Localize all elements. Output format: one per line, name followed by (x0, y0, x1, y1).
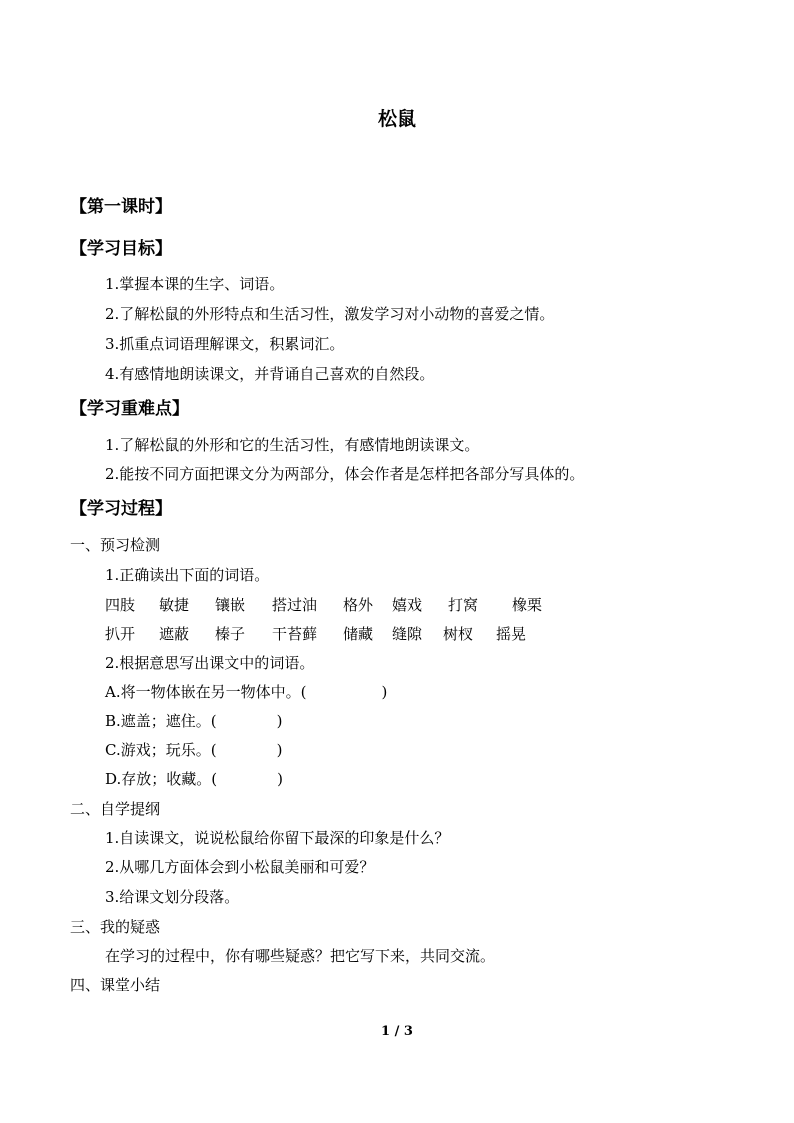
goals-heading: 【学习目标】 (70, 239, 172, 259)
word-item: 干苔藓 (272, 625, 318, 643)
word-item: 摇晃 (496, 625, 527, 643)
word-item: 打窝 (448, 596, 479, 614)
part2-heading: 二、自学提纲 (70, 800, 161, 818)
part1-heading: 一、预习检测 (70, 536, 161, 554)
key-item-1: 1.了解松鼠的外形和它的生活习性，有感情地朗读课文。 (105, 436, 480, 454)
part2-item-2: 2.从哪几方面体会到小松鼠美丽和可爱？ (105, 858, 375, 876)
word-item: 镶嵌 (215, 596, 246, 614)
page-number: 1 / 3 (381, 1024, 413, 1039)
part3-heading: 三、我的疑惑 (70, 918, 161, 936)
word-item: 搭过油 (272, 596, 318, 614)
page-title: 松鼠 (377, 108, 416, 130)
part1-question-2: 2.根据意思写出课文中的词语。 (105, 654, 315, 672)
key-heading: 【学习重难点】 (70, 399, 189, 419)
word-item: 四肢 (105, 596, 136, 614)
word-item: 遮蔽 (159, 625, 190, 643)
lesson-heading: 【第一课时】 (70, 197, 172, 217)
part2-item-3: 3.给课文划分段落。 (105, 888, 240, 906)
part1-question-1: 1.正确读出下面的词语。 (105, 566, 270, 584)
word-item: 嬉戏 (392, 596, 423, 614)
fill-item-b: B.遮盖；遮住。( ) (105, 712, 283, 730)
word-item: 树杈 (443, 625, 474, 643)
goal-item-2: 2.了解松鼠的外形特点和生活习性，激发学习对小动物的喜爱之情。 (105, 305, 555, 323)
part2-item-1: 1.自读课文，说说松鼠给你留下最深的印象是什么？ (105, 829, 450, 847)
part4-heading: 四、课堂小结 (70, 976, 161, 994)
word-item: 橡栗 (512, 596, 543, 614)
key-item-2: 2.能按不同方面把课文分为两部分，体会作者是怎样把各部分写具体的。 (105, 465, 585, 483)
part3-text: 在学习的过程中，你有哪些疑惑？把它写下来，共同交流。 (105, 947, 496, 965)
goal-item-4: 4.有感情地朗读课文，并背诵自己喜欢的自然段。 (105, 365, 435, 383)
word-item: 敏捷 (159, 596, 190, 614)
word-list-row-1 (105, 594, 605, 614)
word-item: 格外 (343, 596, 374, 614)
goal-item-1: 1.掌握本课的生字、词语。 (105, 275, 285, 293)
process-heading: 【学习过程】 (70, 499, 172, 519)
word-item: 扒开 (105, 625, 136, 643)
word-item: 榛子 (215, 625, 246, 643)
word-item: 储藏 (343, 625, 374, 643)
word-list-row-2 (105, 623, 605, 643)
fill-item-c: C.游戏；玩乐。( ) (105, 741, 283, 759)
fill-item-d: D.存放；收藏。( ) (105, 770, 283, 788)
word-item: 缝隙 (392, 625, 423, 643)
goal-item-3: 3.抓重点词语理解课文，积累词汇。 (105, 335, 345, 353)
fill-item-a: A.将一物体嵌在另一物体中。( ) (105, 683, 388, 701)
